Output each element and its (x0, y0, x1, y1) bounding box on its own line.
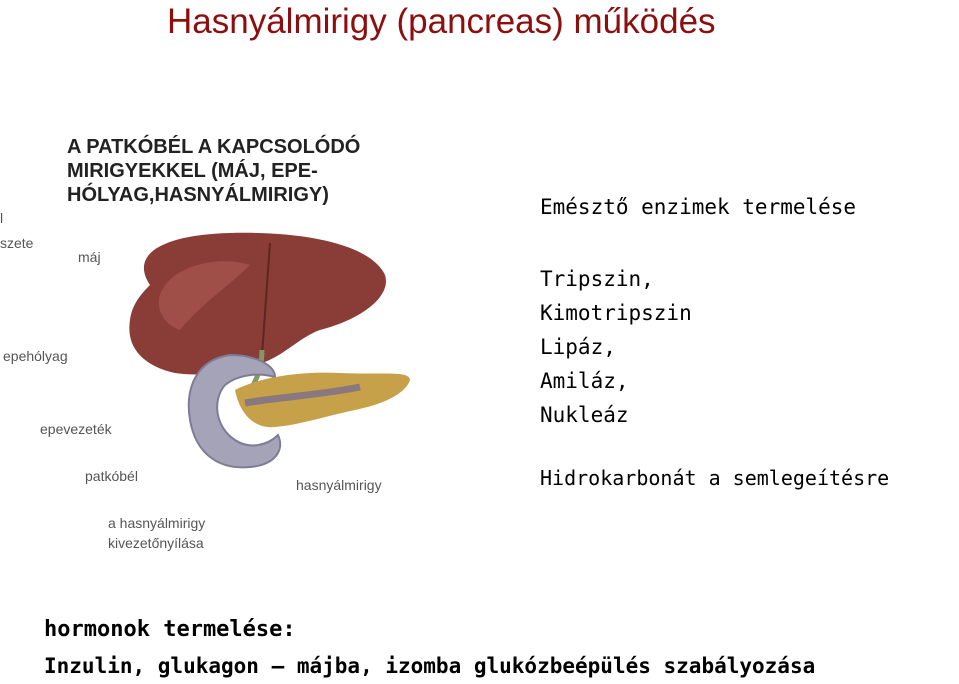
anatomy-figure (0, 115, 470, 575)
enzyme-item: Tripszin, (540, 267, 654, 291)
page-title: Hasnyálmirigy (pancreas) működés (167, 2, 716, 41)
label-kivezeto-2: kivezetőnyílása (108, 535, 204, 551)
enzyme-item: Kimotripszin (540, 301, 692, 325)
enzymes-heading: Emésztő enzimek termelése (540, 195, 857, 219)
label-kivezeto-1: a hasnyálmirigy (108, 515, 206, 531)
label-edge-1: l (0, 210, 4, 226)
figure-caption-line: MIRIGYEKKEL (MÁJ, EPE- (67, 160, 318, 182)
figure-caption-line: HÓLYAG,HASNYÁLMIRIGY) (67, 184, 329, 206)
label-edge-2: szete (0, 235, 34, 251)
enzyme-item: Lipáz, (540, 335, 616, 359)
label-epevezetek: epevezeték (40, 421, 112, 437)
label-epeholyag: epehólyag (3, 348, 68, 364)
enzyme-item: Nukleáz (540, 403, 629, 427)
hormones-heading: hormonok termelése: (44, 617, 296, 642)
figure-caption-line: A PATKÓBÉL A KAPCSOLÓDÓ (67, 136, 361, 158)
label-maj: máj (78, 249, 101, 265)
enzyme-item: Amiláz, (540, 369, 629, 393)
hormones-detail: Inzulin, glukagon – májba, izomba glukózbeépülés szabályozása (44, 654, 816, 678)
bicarbonate-text: Hidrokarbonát a semlegeítésre (540, 466, 890, 490)
label-hasnyalmirigy: hasnyálmirigy (296, 477, 382, 493)
label-patkobel: patkóbél (85, 468, 138, 484)
hormones-section (44, 612, 815, 684)
enzyme-list (540, 262, 692, 432)
organ-illustration (0, 115, 470, 575)
